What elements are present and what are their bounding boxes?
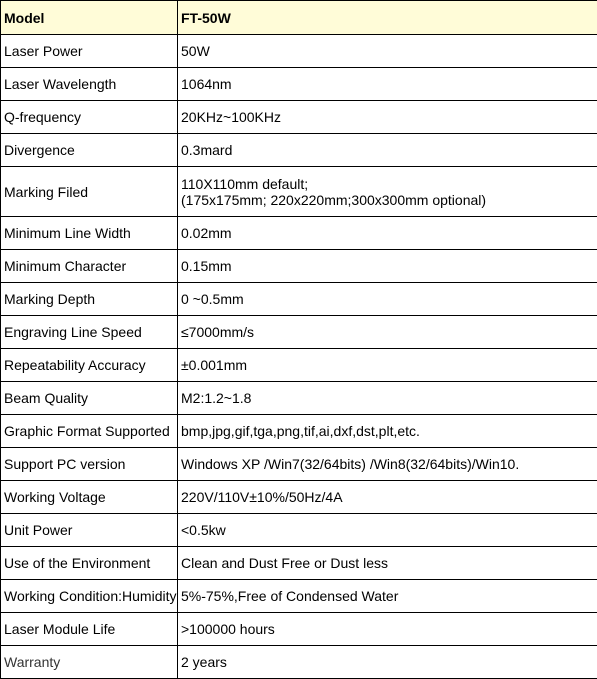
row-label: Working Voltage [1,481,178,514]
table-row [1,382,597,415]
row-value: <0.5kw [178,514,597,547]
row-label: Laser Module Life [1,613,178,646]
row-label: Minimum Line Width [1,217,178,250]
row-value: ±0.001mm [178,349,597,382]
row-label: Laser Wavelength [1,68,178,101]
row-label: Q-frequency [1,101,178,134]
table-row [1,217,597,250]
row-value-line-2: (175x175mm; 220x220mm;300x300mm optional) [181,192,597,208]
row-label: Support PC version [1,448,178,481]
row-value: 20KHz~100KHz [178,101,597,134]
table-row [1,68,597,101]
header-row [1,1,597,35]
table-row [1,415,597,448]
row-label: Warranty [1,646,178,679]
row-label: Marking Depth [1,283,178,316]
table-row [1,316,597,349]
row-value: 0 ~0.5mm [178,283,597,316]
table-row [1,35,597,68]
row-label: Graphic Format Supported [1,415,178,448]
header-label: Model [1,1,178,35]
row-label: Beam Quality [1,382,178,415]
table-row [1,514,597,547]
row-value [178,167,597,217]
table-row [1,250,597,283]
row-value: Windows XP /Win7(32/64bits) /Win8(32/64bits)/Win10. [178,448,597,481]
table-row [1,283,597,316]
row-label: Use of the Environment [1,547,178,580]
row-label: Unit Power [1,514,178,547]
row-label: Minimum Character [1,250,178,283]
header-value: FT-50W [178,1,597,35]
row-value: ≤7000mm/s [178,316,597,349]
table-row [1,547,597,580]
row-value: 1064nm [178,68,597,101]
row-value: >100000 hours [178,613,597,646]
table-row [1,349,597,382]
table-row [1,646,597,679]
row-value-line-1: 110X110mm default; [181,176,597,192]
row-value: 5%-75%,Free of Condensed Water [178,580,597,613]
table-row [1,134,597,167]
table-row [1,580,597,613]
row-value: 220V/110V±10%/50Hz/4A [178,481,597,514]
table-row [1,448,597,481]
table-row [1,481,597,514]
table-row [1,167,597,217]
table-row [1,613,597,646]
row-value: 0.15mm [178,250,597,283]
row-label: Working Condition:Humidity [1,580,178,613]
row-value: bmp,jpg,gif,tga,png,tif,ai,dxf,dst,plt,etc. [178,415,597,448]
row-label: Engraving Line Speed [1,316,178,349]
row-label: Marking Filed [1,167,178,217]
row-value: 0.02mm [178,217,597,250]
row-value: M2:1.2~1.8 [178,382,597,415]
row-label: Laser Power [1,35,178,68]
row-value: 0.3mard [178,134,597,167]
row-label: Divergence [1,134,178,167]
row-value: Clean and Dust Free or Dust less [178,547,597,580]
row-value: 2 years [178,646,597,679]
row-label: Repeatability Accuracy [1,349,178,382]
row-value: 50W [178,35,597,68]
table-row [1,101,597,134]
